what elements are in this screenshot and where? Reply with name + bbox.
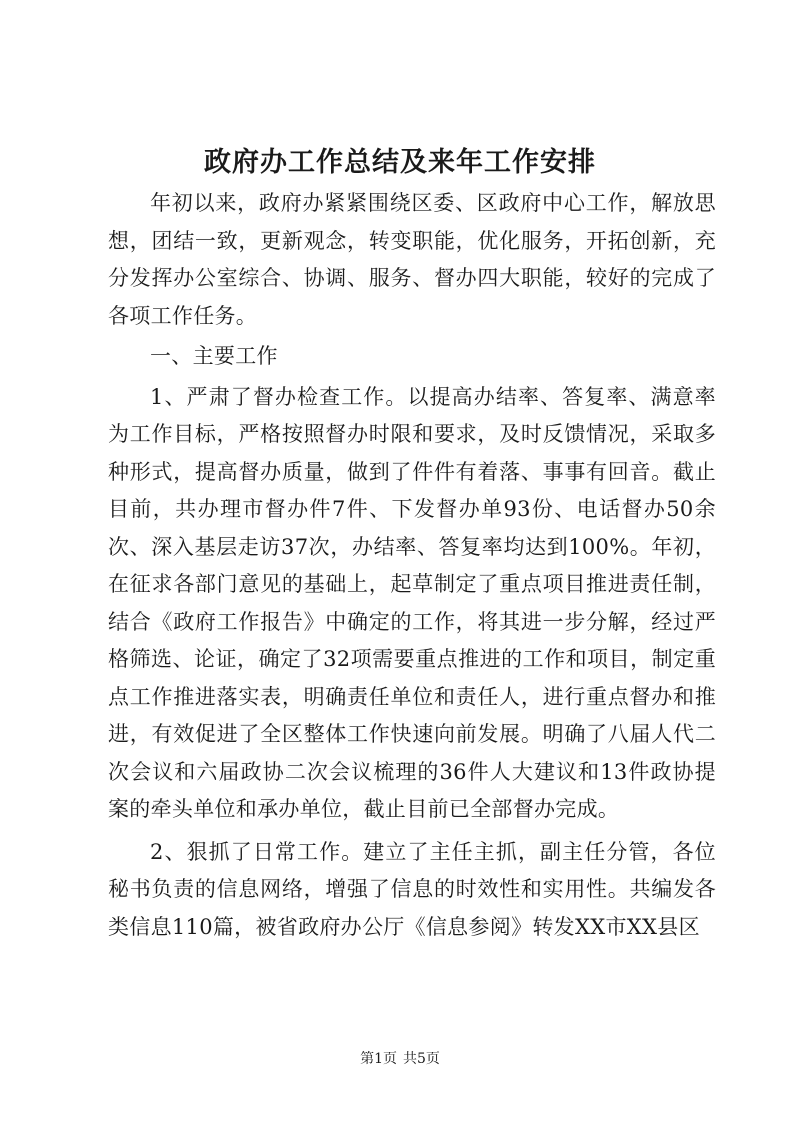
document-title: 政府办工作总结及来年工作安排 [204,147,596,178]
item-1-paragraph: 1、严肃了督办检查工作。以提高办结率、答复率、满意率为工作目标，严格按照督办时限和要求，及时反馈情况，采取多种形式，提高督办质量，做到了件件有着落、事事有回音。截止目前，共办理市督办件7件、下发督办单93份、电话督办50余次、深入基层走访37次，办结率、答复率均达到100%。年初，在征求各部门意见的基础上，起草制定了重点项目推进责任制，结合《政府工作报告》中确定的工作，将其进一步分解，经过严格筛选、论证，确定了32项需要重点推进的工作和项目，制定重点工作推进落实表，明确责任单位和责任人，进行重点督办和推进，有效促进了全区整体工作快速向前发展。明确了八届人代二次会议和六届政协二次会议梳理的36件人大建议和13件政协提案的牵头单位和承办单位，截止目前已全部督办完成。 [108,384,716,821]
item-2-paragraph: 2、狠抓了日常工作。建立了主任主抓，副主任分管，各位秘书负责的信息网络，增强了信息的时效性和实用性。共编发各类信息110篇，被省政府办公厅《信息参阅》转发XX市XX县区 [108,839,716,939]
section-heading-main-work: 一、主要工作 [150,344,278,368]
page-footer [0,1049,800,1069]
page-number: 第1页 [360,1051,397,1067]
page-total: 共5页 [403,1051,440,1067]
document-body [108,185,716,946]
intro-paragraph: 年初以来，政府办紧紧围绕区委、区政府中心工作，解放思想，团结一致，更新观念，转变职能，优化服务，开拓创新，充分发挥办公室综合、协调、服务、督办四大职能，较好的完成了各项工作任务。 [108,191,716,328]
